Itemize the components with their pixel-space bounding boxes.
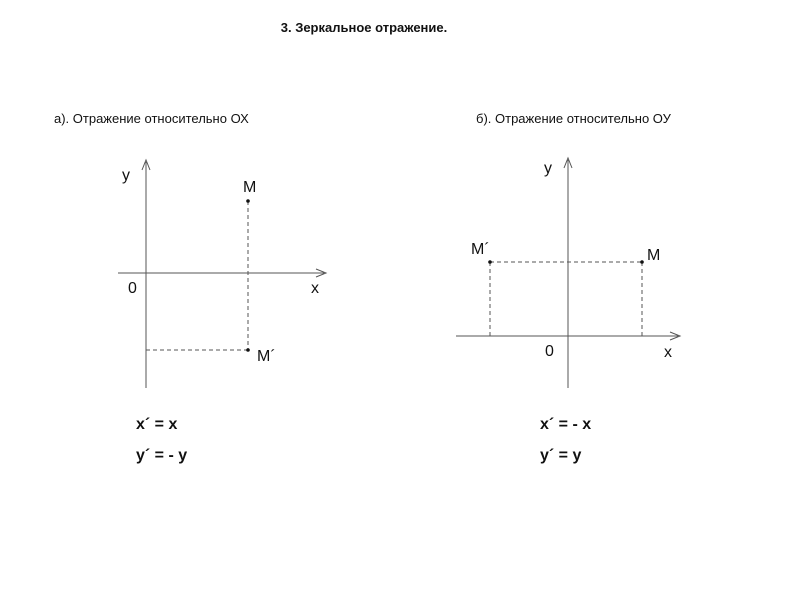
panel-b-origin-label: 0: [545, 343, 554, 360]
panel-b-x-label: х: [664, 344, 672, 361]
panel-a-point-m-label: М: [243, 179, 257, 196]
panel-a-y-label: у: [122, 167, 130, 184]
panel-b-formula-y: у´ = у: [540, 447, 582, 464]
panel-b-y-label: у: [544, 160, 552, 177]
panel-b-diagram: [456, 158, 680, 388]
panel-a-point-m-prime-label: М´: [257, 348, 276, 365]
panel-b-point-m-label: М: [647, 247, 661, 264]
panel-a-origin-label: 0: [128, 280, 137, 297]
panel-a-formula-y: у´ = - у: [136, 447, 188, 464]
panel-a-point-m: [246, 199, 250, 203]
panel-b-formulas: [540, 409, 591, 471]
slide-title: 3. Зеркальное отражение.: [280, 20, 448, 35]
panel-a-subtitle: а). Отражение относительно ОХ: [54, 111, 249, 126]
panel-a-x-label: х: [311, 280, 319, 297]
panel-b-point-m-prime-label: М´: [471, 241, 490, 258]
panel-b-subtitle: б). Отражение относительно ОУ: [476, 111, 671, 126]
panel-a-point-m-prime: [246, 348, 250, 352]
panel-b-formula-x: х´ = - х: [540, 416, 592, 433]
panel-b-point-m-prime: [488, 260, 492, 264]
panel-b-point-m: [640, 260, 644, 264]
panel-a-diagram: [118, 160, 326, 388]
panel-a-formula-x: х´ = х: [136, 416, 178, 433]
panel-a-formulas: [136, 409, 187, 471]
